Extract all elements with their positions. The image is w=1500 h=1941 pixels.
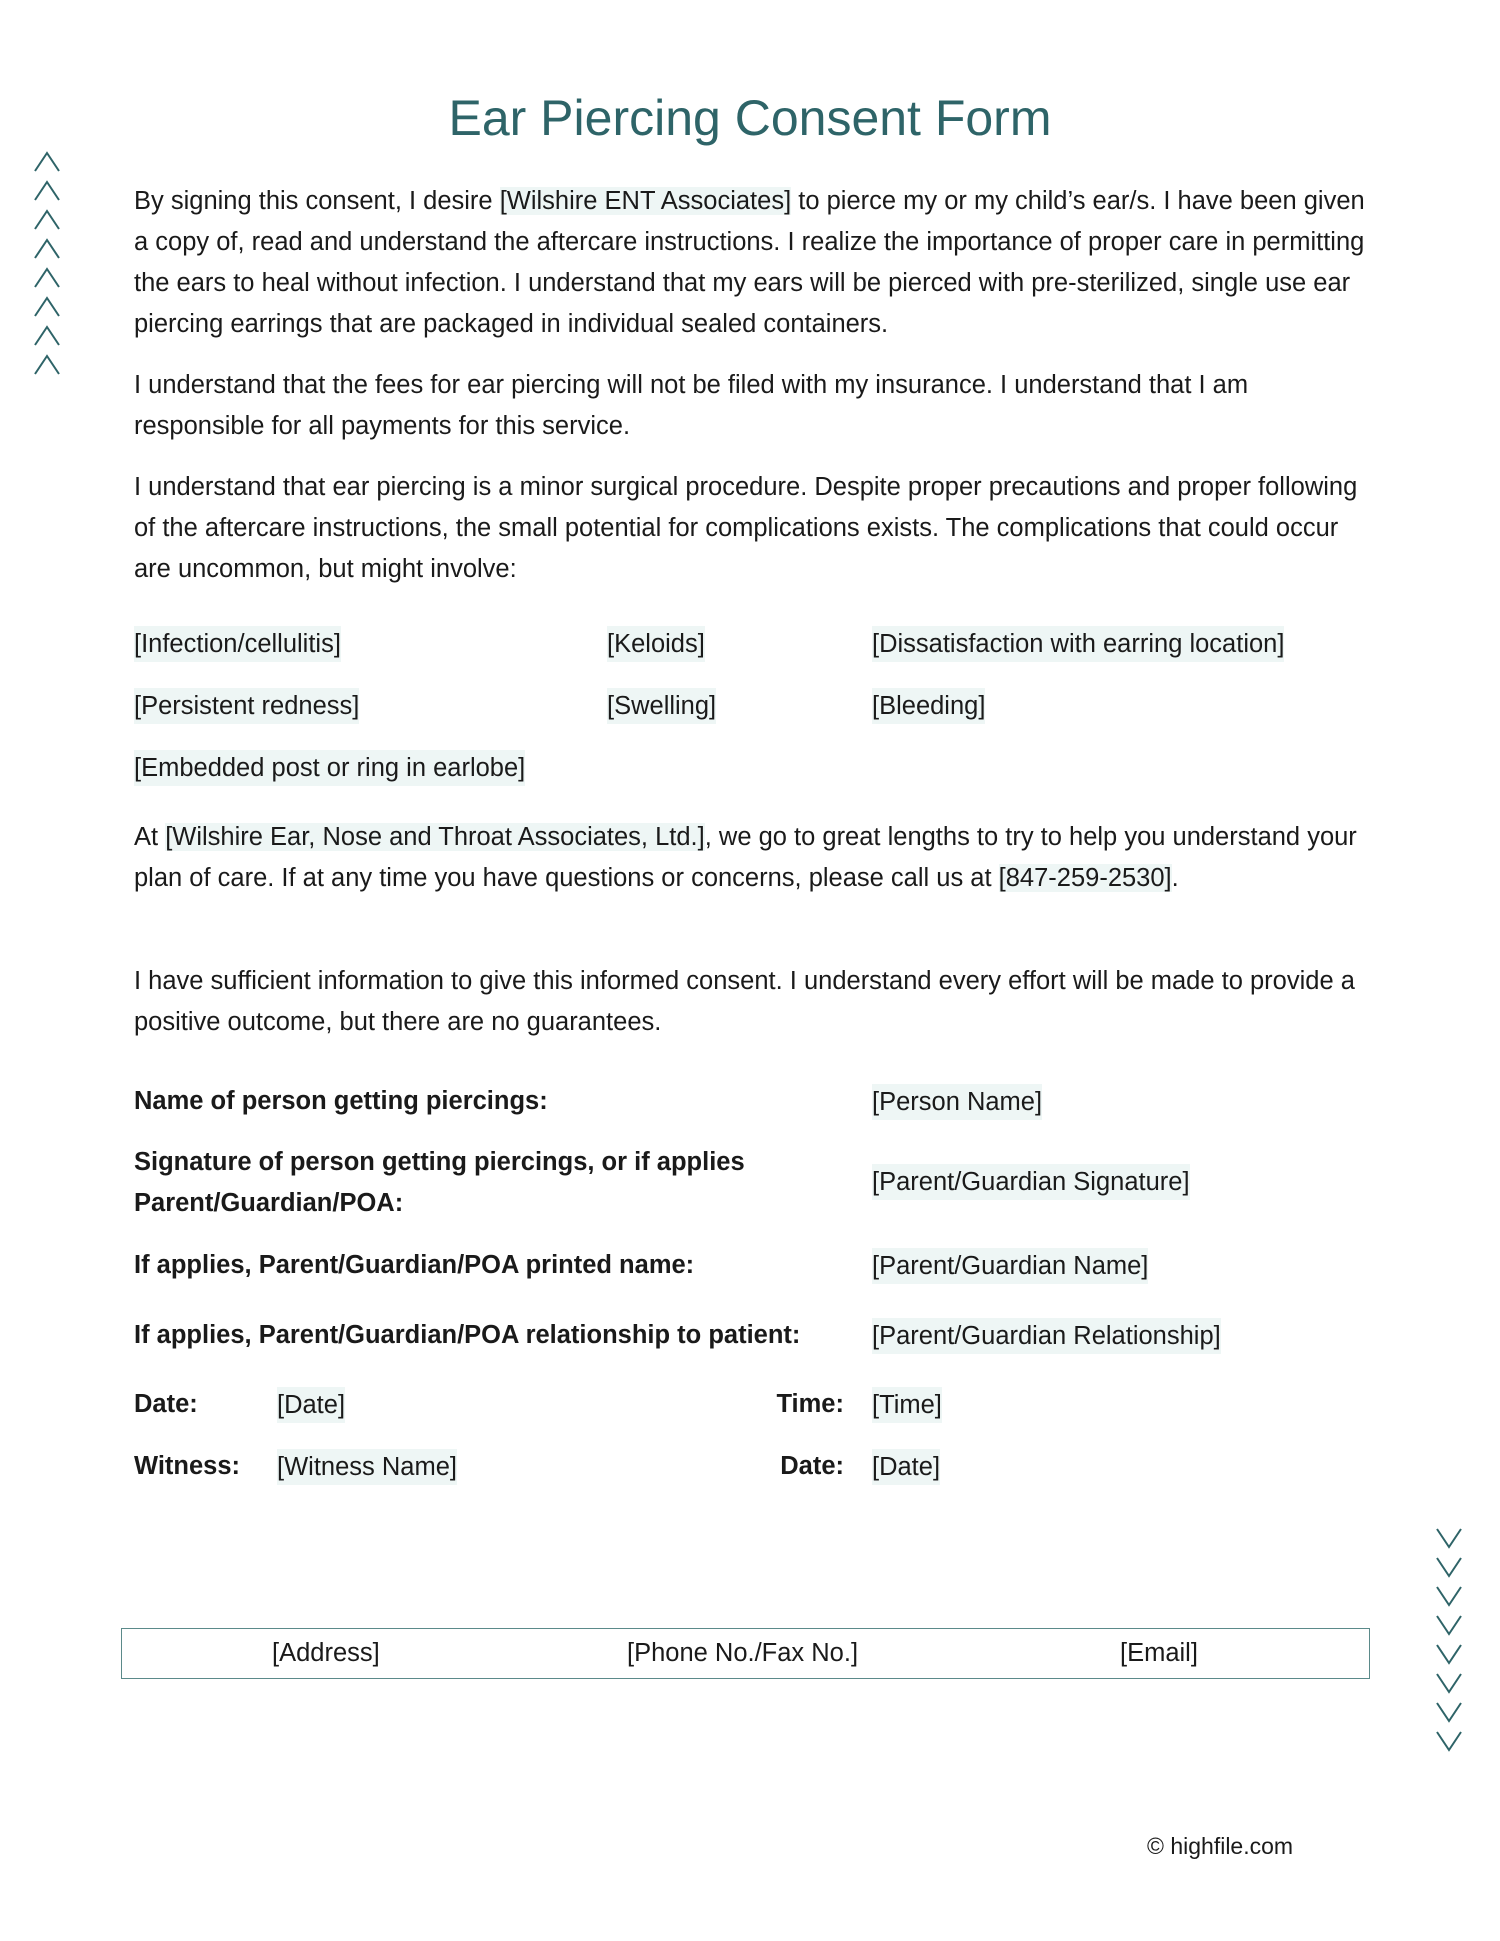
- chevron-up-decoration: [34, 150, 60, 382]
- chevron-up-icon: [34, 353, 60, 375]
- complication-swelling[interactable]: [Swelling]: [607, 688, 716, 724]
- risks-paragraph: I understand that ear piercing is a minor surgical procedure. Despite proper precautions and proper following of the aftercare instructions, the small potential for complications exists. The complications that could occur are uncommon, but might involve:: [134, 473, 1358, 583]
- guardian-name-field[interactable]: [Parent/Guardian Name]: [872, 1248, 1148, 1284]
- chevron-down-icon: [1436, 1586, 1462, 1608]
- signature-label-line1: Signature of person getting piercings, or if applies: [134, 1148, 745, 1176]
- practice-name-field[interactable]: [Wilshire ENT Associates]: [499, 187, 792, 215]
- chevron-up-icon: [34, 150, 60, 172]
- care-after: .: [1171, 864, 1179, 892]
- complication-bleeding[interactable]: [Bleeding]: [872, 688, 985, 724]
- complication-embedded[interactable]: [Embedded post or ring in earlobe]: [134, 750, 525, 786]
- chevron-up-icon: [34, 237, 60, 259]
- witness-date-field[interactable]: [Date]: [872, 1449, 940, 1485]
- chevron-up-icon: [34, 179, 60, 201]
- consent-paragraph: I have sufficient information to give this informed consent. I understand every effort will be made to provide a positive outcome, but there are no guarantees.: [134, 967, 1355, 1036]
- complication-redness[interactable]: [Persistent redness]: [134, 688, 359, 724]
- witness-label: Witness:: [134, 1452, 241, 1480]
- intro-before: By signing this consent, I desire: [134, 187, 500, 215]
- relationship-label: If applies, Parent/Guardian/POA relationship to patient:: [134, 1321, 801, 1349]
- intro-paragraph: [134, 181, 1370, 345]
- guardian-relationship-field[interactable]: [Parent/Guardian Relationship]: [872, 1318, 1221, 1354]
- chevron-down-icon: [1436, 1673, 1462, 1695]
- chevron-down-icon: [1436, 1615, 1462, 1637]
- date-field[interactable]: [Date]: [277, 1387, 345, 1423]
- chevron-down-decoration: [1436, 1528, 1462, 1760]
- witness-name-field[interactable]: [Witness Name]: [277, 1449, 457, 1485]
- care-middle: , we go to great lengths to try to help you understand your plan of care. If at any time you have questions or concerns, please call us at: [134, 823, 1357, 892]
- complication-dissatisfaction[interactable]: [Dissatisfaction with earring location]: [872, 626, 1284, 662]
- name-label: Name of person getting piercings:: [134, 1087, 548, 1115]
- footer-email: [Email]: [1120, 1639, 1198, 1667]
- chevron-down-icon: [1436, 1528, 1462, 1550]
- care-before: At: [134, 823, 166, 851]
- signature-field[interactable]: [Parent/Guardian Signature]: [872, 1164, 1190, 1200]
- intro-after: to pierce my or my child’s ear/s. I have been given a copy of, read and understand the aftercare instructions. I realize the importance of proper care in permitting the ears to heal without infection. I understand that my ears will be pierced with pre-sterilized, single use ear piercing earrings that are packaged in individual sealed containers.: [134, 187, 1365, 338]
- complication-keloids[interactable]: [Keloids]: [607, 626, 705, 662]
- footer-address: [Address]: [272, 1639, 380, 1667]
- chevron-down-icon: [1436, 1557, 1462, 1579]
- chevron-up-icon: [34, 266, 60, 288]
- chevron-down-icon: [1436, 1702, 1462, 1724]
- page-title: Ear Piercing Consent Form: [448, 90, 1052, 146]
- footer-phone-fax: [Phone No./Fax No.]: [627, 1639, 859, 1667]
- chevron-up-icon: [34, 324, 60, 346]
- practice-full-name-field[interactable]: [Wilshire Ear, Nose and Throat Associates, Ltd.]: [165, 823, 705, 851]
- printed-name-label: If applies, Parent/Guardian/POA printed name:: [134, 1251, 695, 1279]
- person-name-field[interactable]: [Person Name]: [872, 1084, 1042, 1120]
- chevron-up-icon: [34, 295, 60, 317]
- time-label: Time:: [776, 1390, 844, 1418]
- chevron-down-icon: [1436, 1644, 1462, 1666]
- date-label: Date:: [134, 1390, 198, 1418]
- witness-date-label: Date:: [780, 1452, 844, 1480]
- care-paragraph: [134, 817, 1370, 899]
- signature-label-line2: Parent/Guardian/POA:: [134, 1189, 404, 1217]
- footer-contact-box: [121, 1628, 1370, 1679]
- insurance-paragraph: I understand that the fees for ear piercing will not be filed with my insurance. I understand that I am responsible for all payments for this service.: [134, 371, 1249, 440]
- copyright: © highfile.com: [1147, 1833, 1294, 1859]
- phone-number-field[interactable]: [847-259-2530]: [998, 864, 1172, 892]
- time-field[interactable]: [Time]: [872, 1387, 942, 1423]
- complication-infection[interactable]: [Infection/cellulitis]: [134, 626, 341, 662]
- chevron-down-icon: [1436, 1731, 1462, 1753]
- chevron-up-icon: [34, 208, 60, 230]
